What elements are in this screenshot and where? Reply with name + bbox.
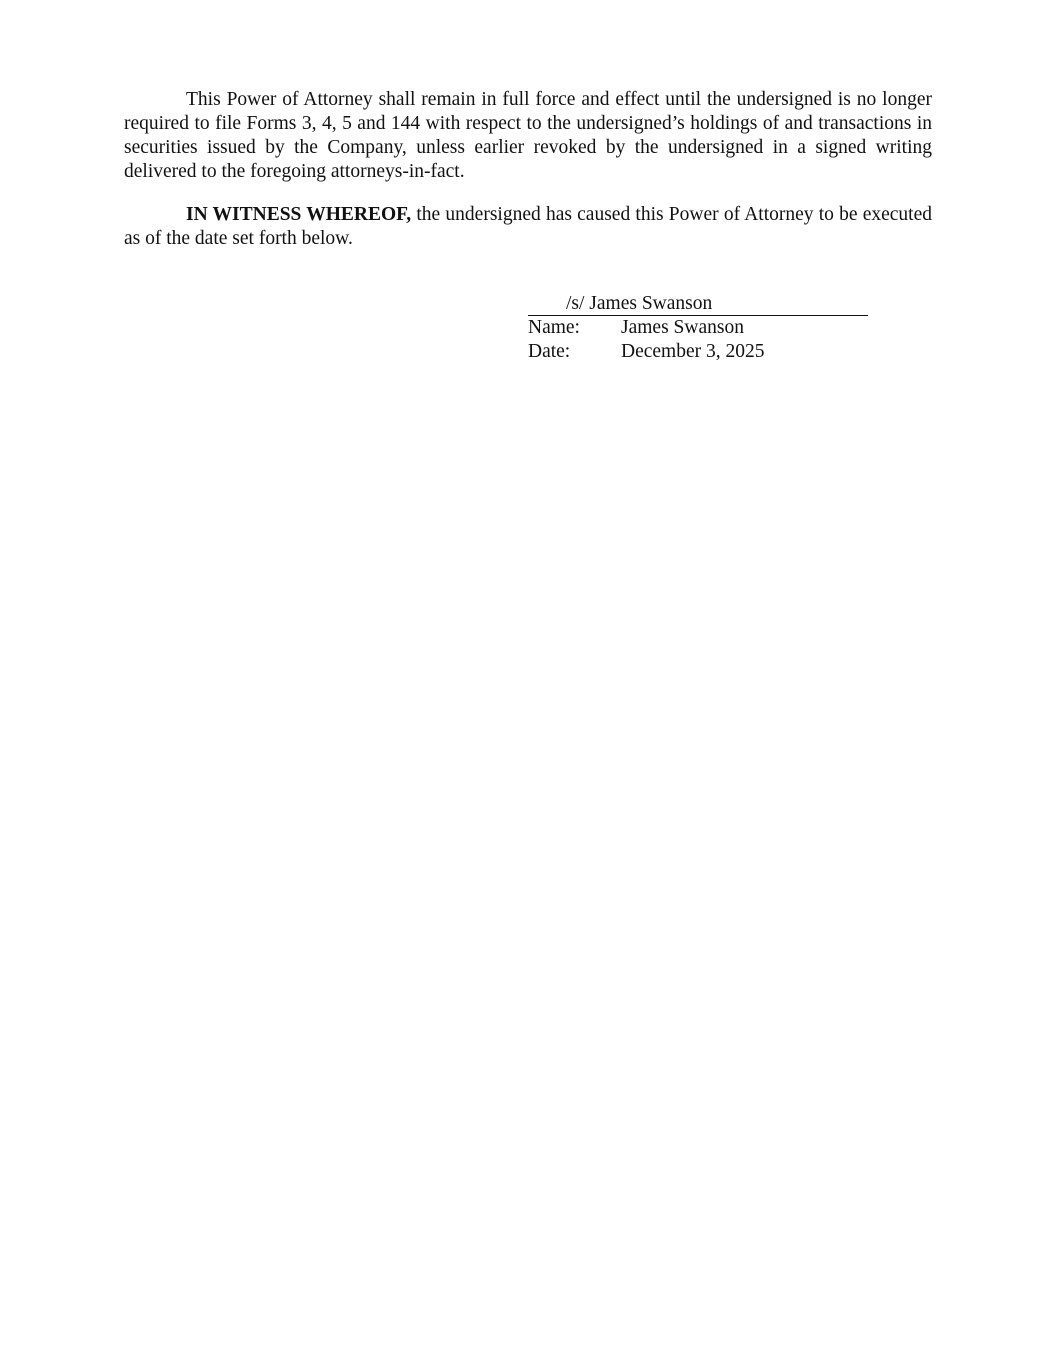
signer-name-row — [528, 316, 888, 340]
date-label: Date: — [528, 341, 571, 362]
witness-lead-text: IN WITNESS WHEREOF, — [186, 204, 412, 225]
witness-body-text: the undersigned has caused this Power of Attorney to be executed as of the date set forth below. — [124, 204, 932, 249]
name-label: Name: — [528, 317, 580, 338]
name-value: James Swanson — [621, 317, 744, 338]
date-value: December 3, 2025 — [621, 341, 765, 362]
witness-paragraph — [124, 203, 932, 251]
signature-block — [528, 292, 888, 364]
signature-text: /s/ James Swanson — [566, 293, 713, 314]
signature-date-row — [528, 340, 888, 364]
term-paragraph: This Power of Attorney shall remain in full force and effect until the undersigned is no longer required to file Forms 3, 4, 5 and 144 with respect to the undersigned’s holdings of and transactions in securities issued by the Company, unless earlier revoked by the undersigned in a signed writing delivered to the foregoing attorneys-in-fact. — [124, 89, 932, 182]
signature-line — [528, 292, 868, 316]
